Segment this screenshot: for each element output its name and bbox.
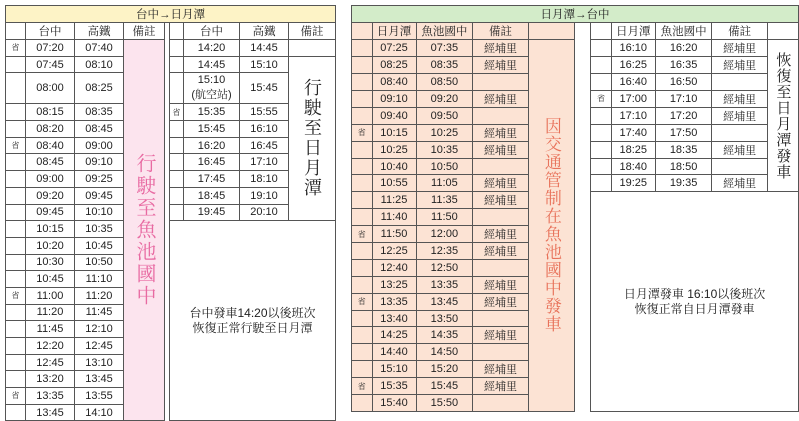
time-arrive: 15:55 [240, 104, 289, 121]
flag-cell [352, 209, 373, 226]
route-note: 經埔里 [473, 226, 528, 243]
flag-cell [352, 158, 373, 175]
table-row [6, 104, 336, 121]
time-arrive: 14:50 [416, 344, 473, 361]
time-depart: 14:20 [184, 40, 240, 57]
flag-cell [6, 171, 26, 188]
time-arrive: 11:35 [416, 192, 473, 209]
time-arrive: 10:45 [75, 237, 124, 254]
note-line: 台中發車14:20以後班次 [189, 305, 316, 320]
flag-cell [170, 121, 184, 138]
left-header-col2: 高鐵 [75, 23, 124, 40]
flag-cell [352, 243, 373, 260]
left2-note-cell [289, 40, 336, 57]
route-note: 經埔里 [473, 57, 528, 74]
flag-cell [6, 354, 26, 371]
time-arrive: 15:45 [416, 378, 473, 395]
time-depart: 16:10 [611, 40, 655, 57]
flag-cell: 省 [170, 104, 184, 121]
time-arrive: 12:00 [416, 226, 473, 243]
time-depart: 08:45 [26, 154, 75, 171]
time-depart: 10:45 [26, 271, 75, 288]
time-arrive: 11:45 [75, 304, 124, 321]
time-arrive: 16:10 [240, 121, 289, 138]
time-arrive: 10:35 [416, 141, 473, 158]
route-note: 經埔里 [712, 57, 767, 74]
time-arrive: 14:10 [75, 404, 124, 421]
flag-cell [6, 104, 26, 121]
time-depart: 14:25 [372, 327, 416, 344]
route-note [473, 74, 528, 91]
right-header-col1: 日月潭 [372, 23, 416, 40]
flag-cell: 省 [6, 40, 26, 57]
right2-note-vertical: 恢復至日月潭發車 [767, 40, 798, 192]
flag-cell: 省 [591, 90, 612, 107]
time-depart: 15:45 [184, 121, 240, 138]
time-arrive: 09:00 [75, 137, 124, 154]
time-arrive: 16:45 [240, 137, 289, 154]
flag-cell [352, 40, 373, 57]
flag-cell [170, 171, 184, 188]
time-arrive: 16:35 [655, 57, 712, 74]
route-note [712, 124, 767, 141]
right-gap [575, 23, 591, 40]
time-depart-airport [184, 73, 240, 104]
route-note [473, 158, 528, 175]
time-depart: 07:20 [26, 40, 75, 57]
flag-cell [6, 204, 26, 221]
time-depart: 08:15 [26, 104, 75, 121]
time-depart: 17:00 [611, 90, 655, 107]
flag-cell: 省 [6, 287, 26, 304]
right-note-vertical: 因交通管制在魚池國中發車 [528, 40, 574, 412]
flag-cell [6, 221, 26, 238]
flag-cell [6, 154, 26, 171]
route-note: 經埔里 [473, 141, 528, 158]
table-row [6, 221, 336, 238]
flag-cell [6, 237, 26, 254]
right-note-head [528, 23, 574, 40]
left-header-col3: 備註 [124, 23, 165, 40]
flag-cell [6, 338, 26, 355]
time-arrive: 20:10 [240, 204, 289, 221]
time-arrive: 16:50 [655, 74, 712, 91]
time-arrive: 17:10 [240, 154, 289, 171]
time-arrive: 08:10 [75, 56, 124, 73]
route-note: 經埔里 [473, 90, 528, 107]
right2-note-head [767, 23, 798, 40]
flag-cell [170, 73, 184, 104]
time-depart: 10:15 [372, 124, 416, 141]
time-depart: 19:45 [184, 204, 240, 221]
time-depart: 08:25 [372, 57, 416, 74]
time-depart: 18:45 [184, 187, 240, 204]
flag-cell: 省 [352, 124, 373, 141]
time-arrive: 18:10 [240, 171, 289, 188]
flag-cell [170, 137, 184, 154]
time-arrive: 16:20 [655, 40, 712, 57]
flag-cell [352, 276, 373, 293]
flag-cell [6, 371, 26, 388]
time-depart: 15:10 [372, 361, 416, 378]
time-depart: 08:40 [26, 137, 75, 154]
flag-cell: 省 [352, 293, 373, 310]
table-row [6, 171, 336, 188]
flag-cell [352, 361, 373, 378]
left-note-vertical: 行駛至魚池國中 [124, 40, 165, 421]
flag-cell [6, 304, 26, 321]
note-line: 日月潭發車 16:10以後班次 [623, 286, 766, 301]
time-depart: 12:25 [372, 243, 416, 260]
time-depart: 15:10 [197, 74, 226, 87]
table-row [6, 73, 336, 104]
time-depart: 16:25 [611, 57, 655, 74]
table-row [6, 56, 336, 73]
time-depart: 09:20 [26, 187, 75, 204]
time-arrive: 17:10 [655, 90, 712, 107]
left2-note-vertical: 行駛至日月潭 [289, 56, 336, 221]
flag-cell [352, 90, 373, 107]
time-arrive: 19:10 [240, 187, 289, 204]
time-arrive: 10:50 [75, 254, 124, 271]
timetable-sun-moon-lake-to-taichung [351, 5, 799, 412]
right-title: 日月潭→台中 [352, 6, 799, 23]
time-arrive: 09:50 [416, 107, 473, 124]
left2-flag-header [170, 23, 184, 40]
route-note: 經埔里 [473, 192, 528, 209]
left2-header-col3: 備註 [289, 23, 336, 40]
time-depart: 19:25 [611, 175, 655, 192]
time-depart: 08:40 [372, 74, 416, 91]
flag-cell [591, 158, 612, 175]
flag-cell: 省 [352, 378, 373, 395]
time-arrive: 10:25 [416, 124, 473, 141]
time-arrive: 10:35 [75, 221, 124, 238]
time-depart: 14:45 [184, 56, 240, 73]
time-depart: 16:20 [184, 137, 240, 154]
note-line: 恢復正常行駛至日月潭 [192, 320, 313, 335]
time-depart: 09:40 [372, 107, 416, 124]
time-arrive: 09:25 [75, 171, 124, 188]
time-arrive: 12:50 [416, 260, 473, 277]
time-depart: 13:20 [26, 371, 75, 388]
route-note [712, 158, 767, 175]
time-depart: 11:00 [26, 287, 75, 304]
time-arrive: 15:20 [416, 361, 473, 378]
time-depart: 12:20 [26, 338, 75, 355]
route-note [473, 344, 528, 361]
time-depart: 11:50 [372, 226, 416, 243]
time-arrive: 18:50 [655, 158, 712, 175]
route-note: 經埔里 [473, 276, 528, 293]
route-note [712, 74, 767, 91]
time-arrive: 12:35 [416, 243, 473, 260]
flag-cell [6, 73, 26, 104]
time-arrive: 07:35 [416, 40, 473, 57]
time-depart: 10:25 [372, 141, 416, 158]
airport-label: (航空站) [191, 89, 232, 102]
flag-cell [170, 56, 184, 73]
route-note: 經埔里 [473, 378, 528, 395]
time-depart: 15:35 [184, 104, 240, 121]
time-depart: 08:00 [26, 73, 75, 104]
flag-cell [6, 404, 26, 421]
table-row [6, 40, 336, 57]
right-bottom-note [591, 192, 799, 411]
time-arrive: 09:10 [75, 154, 124, 171]
table-row [352, 40, 799, 57]
flag-cell [6, 271, 26, 288]
time-depart: 13:25 [372, 276, 416, 293]
time-depart: 15:35 [372, 378, 416, 395]
flag-cell [352, 57, 373, 74]
route-note: 經埔里 [712, 175, 767, 192]
flag-cell [352, 192, 373, 209]
flag-cell [352, 327, 373, 344]
flag-cell [591, 74, 612, 91]
right2-flag-header [591, 23, 612, 40]
time-arrive: 15:45 [240, 73, 289, 104]
time-arrive: 08:45 [75, 121, 124, 138]
flag-cell [6, 321, 26, 338]
flag-cell [170, 204, 184, 221]
route-note: 經埔里 [712, 141, 767, 158]
flag-cell [6, 254, 26, 271]
left-bottom-note [170, 221, 336, 421]
time-depart: 09:10 [372, 90, 416, 107]
route-note: 經埔里 [473, 40, 528, 57]
route-note: 經埔里 [473, 361, 528, 378]
time-depart: 10:20 [26, 237, 75, 254]
time-depart: 07:25 [372, 40, 416, 57]
time-depart: 11:25 [372, 192, 416, 209]
time-arrive: 15:10 [240, 56, 289, 73]
flag-cell [352, 74, 373, 91]
route-note: 經埔里 [712, 90, 767, 107]
time-depart: 15:40 [372, 395, 416, 412]
time-arrive: 11:50 [416, 209, 473, 226]
time-depart: 16:45 [184, 154, 240, 171]
time-depart: 09:45 [26, 204, 75, 221]
table-row [6, 121, 336, 138]
route-note [473, 395, 528, 412]
time-arrive: 17:50 [655, 124, 712, 141]
flag-cell [352, 260, 373, 277]
time-arrive: 11:10 [75, 271, 124, 288]
route-note: 經埔里 [712, 40, 767, 57]
route-note: 經埔里 [712, 107, 767, 124]
route-note [473, 260, 528, 277]
route-note: 經埔里 [473, 124, 528, 141]
time-arrive: 13:50 [416, 310, 473, 327]
time-depart: 09:00 [26, 171, 75, 188]
flag-cell [591, 124, 612, 141]
time-depart: 11:20 [26, 304, 75, 321]
flag-cell [6, 56, 26, 73]
time-depart: 07:45 [26, 56, 75, 73]
time-depart: 18:40 [611, 158, 655, 175]
time-arrive: 18:35 [655, 141, 712, 158]
route-note: 經埔里 [473, 243, 528, 260]
time-arrive: 14:45 [240, 40, 289, 57]
left-title: 台中→日月潭 [6, 6, 336, 23]
time-depart: 13:40 [372, 310, 416, 327]
right-header-col2: 魚池國中 [416, 23, 473, 40]
time-arrive: 09:20 [416, 90, 473, 107]
time-arrive: 13:55 [75, 388, 124, 405]
flag-cell [170, 154, 184, 171]
time-arrive: 09:45 [75, 187, 124, 204]
flag-cell [591, 57, 612, 74]
right2-header-col3: 備註 [712, 23, 767, 40]
flag-cell [352, 175, 373, 192]
time-depart: 11:45 [26, 321, 75, 338]
flag-cell [352, 344, 373, 361]
time-arrive: 15:50 [416, 395, 473, 412]
route-note [473, 107, 528, 124]
right2-header-col1: 日月潭 [611, 23, 655, 40]
flag-cell [591, 40, 612, 57]
time-depart: 08:20 [26, 121, 75, 138]
route-note: 經埔里 [473, 293, 528, 310]
flag-cell [170, 40, 184, 57]
time-arrive: 12:45 [75, 338, 124, 355]
right-header-col3: 備註 [473, 23, 528, 40]
time-arrive: 11:20 [75, 287, 124, 304]
route-note: 經埔里 [473, 327, 528, 344]
time-depart: 18:25 [611, 141, 655, 158]
time-depart: 12:40 [372, 260, 416, 277]
flag-cell [591, 175, 612, 192]
time-depart: 16:40 [611, 74, 655, 91]
left2-header-col2: 高鐵 [240, 23, 289, 40]
time-depart: 10:55 [372, 175, 416, 192]
left-header-col1: 台中 [26, 23, 75, 40]
left2-header-col1: 台中 [184, 23, 240, 40]
time-arrive: 12:10 [75, 321, 124, 338]
left-flag-header [6, 23, 26, 40]
time-depart: 10:40 [372, 158, 416, 175]
time-arrive: 17:20 [655, 107, 712, 124]
table-row [6, 137, 336, 154]
time-depart: 17:10 [611, 107, 655, 124]
table-row [6, 204, 336, 221]
route-note [473, 310, 528, 327]
route-note [473, 209, 528, 226]
time-arrive: 10:10 [75, 204, 124, 221]
flag-cell: 省 [6, 137, 26, 154]
route-note: 經埔里 [473, 175, 528, 192]
flag-cell [352, 107, 373, 124]
flag-cell: 省 [352, 226, 373, 243]
time-arrive: 13:45 [75, 371, 124, 388]
right2-header-col2: 魚池國中 [655, 23, 712, 40]
time-depart: 10:30 [26, 254, 75, 271]
right-flag-header [352, 23, 373, 40]
time-arrive: 19:35 [655, 175, 712, 192]
time-arrive: 13:45 [416, 293, 473, 310]
time-depart: 13:35 [26, 388, 75, 405]
time-arrive: 08:35 [75, 104, 124, 121]
flag-cell [170, 187, 184, 204]
time-arrive: 08:50 [416, 74, 473, 91]
time-arrive: 14:35 [416, 327, 473, 344]
time-depart: 12:45 [26, 354, 75, 371]
flag-cell [352, 310, 373, 327]
flag-cell: 省 [6, 388, 26, 405]
flag-cell [591, 141, 612, 158]
time-depart: 17:45 [184, 171, 240, 188]
time-arrive: 13:35 [416, 276, 473, 293]
table-row [6, 187, 336, 204]
time-depart: 11:40 [372, 209, 416, 226]
time-arrive: 07:40 [75, 40, 124, 57]
timetable-taichung-to-sun-moon-lake [5, 5, 336, 421]
time-arrive: 08:35 [416, 57, 473, 74]
time-depart: 17:40 [611, 124, 655, 141]
right-gap [575, 40, 591, 412]
flag-cell [352, 141, 373, 158]
flag-cell [6, 121, 26, 138]
time-depart: 10:15 [26, 221, 75, 238]
time-arrive: 13:10 [75, 354, 124, 371]
time-arrive: 10:50 [416, 158, 473, 175]
time-depart: 13:35 [372, 293, 416, 310]
flag-cell [352, 395, 373, 412]
time-arrive: 11:05 [416, 175, 473, 192]
time-depart: 14:40 [372, 344, 416, 361]
time-arrive: 08:25 [75, 73, 124, 104]
note-line: 恢復正常自日月潭發車 [634, 301, 755, 316]
table-row [6, 154, 336, 171]
time-depart: 13:45 [26, 404, 75, 421]
flag-cell [6, 187, 26, 204]
flag-cell [591, 107, 612, 124]
